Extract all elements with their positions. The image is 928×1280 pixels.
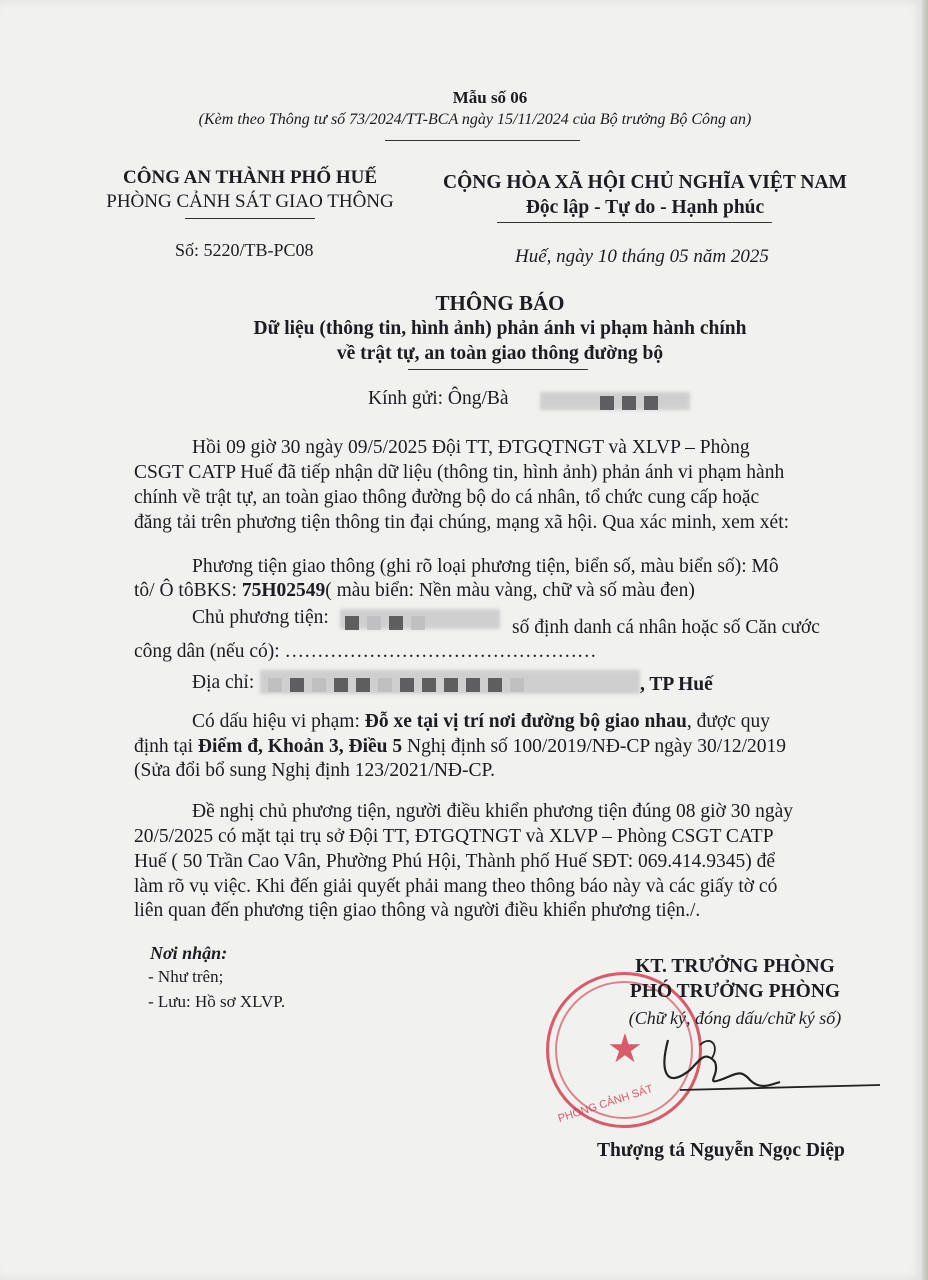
vehicle-type-prefix: tô/ Ô tôBKS: — [134, 580, 242, 601]
address-city: , TP Huế — [640, 674, 713, 695]
recipient-item-1: - Như trên; — [148, 967, 224, 986]
recipients-label: Nơi nhận: — [150, 943, 228, 963]
recipient-item-2: - Lưu: Hồ sơ XLVP. — [148, 992, 286, 1011]
paragraph-1-line-3: chính về trật tự, an toàn giao thông đường bộ do cá nhân, tổ chức cung cấp hoặc — [134, 487, 760, 508]
notice-subtitle-1: Dữ liệu (thông tin, hình ảnh) phản ánh vi phạm hành chính — [253, 318, 747, 339]
violation-label: Có dấu hiệu vi phạm: — [192, 711, 365, 732]
issuer-department: PHÒNG CẢNH SÁT GIAO THÔNG — [106, 191, 394, 212]
redaction-marks-name — [600, 394, 666, 412]
document-number: Số: 5220/TB-PC08 — [175, 240, 314, 260]
vehicle-line-1: Phương tiện giao thông (ghi rõ loại phương tiện, biển số, màu biển số): Mô — [192, 556, 779, 577]
national-title: CỘNG HÒA XÃ HỘI CHỦ NGHĨA VIỆT NAM — [443, 172, 847, 193]
signature-position: PHÓ TRƯỞNG PHÒNG — [629, 981, 841, 1002]
form-number: Mẫu số 06 — [452, 88, 528, 107]
form-rule — [385, 140, 580, 141]
violation-decree: Nghị định số 100/2019/NĐ-CP ngày 30/12/2019 — [402, 736, 787, 757]
notice-title: THÔNG BÁO — [435, 291, 565, 315]
page-edge — [922, 0, 928, 1280]
violation-after: , được quy — [686, 711, 771, 732]
violation-line-2 — [134, 736, 786, 758]
paragraph-1-line-2: CSGT CATP Huế đã tiếp nhận dữ liệu (thông tin, hình ảnh) phản ánh vi phạm hành — [134, 462, 785, 483]
title-rule — [408, 369, 588, 370]
address-label: Địa chỉ: — [192, 672, 255, 693]
request-line-3: Huế ( 50 Trần Cao Vân, Phường Phú Hội, Thành phố Huế SĐT: 069.414.9345) để — [134, 851, 776, 872]
request-line-4: làm rõ vụ việc. Khi đến giải quyết phải mang theo thông báo này và các giấy tờ có — [134, 876, 778, 897]
motto-rule — [497, 222, 772, 223]
violation-clause: Điểm đ, Khoản 3, Điều 5 — [197, 736, 403, 757]
owner-id-label: số định danh cá nhân hoặc số Căn cước — [512, 617, 820, 638]
owner-label: Chủ phương tiện: — [192, 607, 329, 628]
violation-prefix: định tại — [134, 736, 198, 757]
place-date: Huế, ngày 10 tháng 05 năm 2025 — [515, 246, 769, 267]
request-line-2: 20/5/2025 có mặt tại trụ sở Đội TT, ĐTGQTNGT và XLVP – Phòng CSGT CATP — [134, 826, 774, 847]
signature-on-behalf: KT. TRƯỞNG PHÒNG — [635, 956, 835, 977]
issuer-agency: CÔNG AN THÀNH PHỐ HUẾ — [122, 167, 378, 188]
violation-line-1 — [192, 711, 770, 733]
redaction-marks-address — [268, 676, 532, 694]
national-motto: Độc lập - Tự do - Hạnh phúc — [525, 197, 765, 218]
issuer-rule — [185, 218, 315, 219]
request-line-1: Đề nghị chủ phương tiện, người điều khiển phương tiện đúng 08 giờ 30 ngày — [192, 801, 794, 822]
form-attachment-note: (Kèm theo Thông tư số 73/2024/TT-BCA ngày 15/11/2024 của Bộ trưởng Bộ Công an) — [198, 111, 752, 128]
stamp-ring-text: PHÒNG CẢNH SÁT — [556, 1082, 655, 1126]
request-line-5: liên quan đến phương tiện giao thông và người điều khiển phương tiện./. — [134, 900, 701, 921]
signature-note: (Chữ ký, đóng dấu/chữ ký số) — [628, 1008, 842, 1028]
redaction-marks-owner — [345, 614, 433, 632]
signer-name: Thượng tá Nguyễn Ngọc Diệp — [597, 1140, 845, 1161]
vehicle-line-2 — [134, 580, 695, 602]
notice-subtitle-2: về trật tự, an toàn giao thông đường bộ — [336, 343, 664, 364]
violation-description: Đỗ xe tại vị trí nơi đường bộ giao nhau — [364, 711, 687, 732]
plate-color: ( màu biển: Nền màu vàng, chữ và số màu đen) — [325, 580, 695, 601]
stamp-star-icon: ★ — [607, 1026, 643, 1071]
license-plate: 75H02549 — [241, 580, 326, 601]
salutation: Kính gửi: Ông/Bà — [368, 388, 509, 409]
paragraph-1-line-1: Hồi 09 giờ 30 ngày 09/5/2025 Đội TT, ĐTGQTNGT và XLVP – Phòng — [192, 437, 750, 458]
violation-line-3: (Sửa đổi bổ sung Nghị định 123/2021/NĐ-CP. — [134, 760, 496, 781]
owner-id-line: công dân (nếu có): ………………………………………… — [134, 641, 597, 662]
paragraph-1-line-4: đăng tải trên phương tiện thông tin đại chúng, mạng xã hội. Qua xác minh, xem xét: — [134, 512, 790, 533]
